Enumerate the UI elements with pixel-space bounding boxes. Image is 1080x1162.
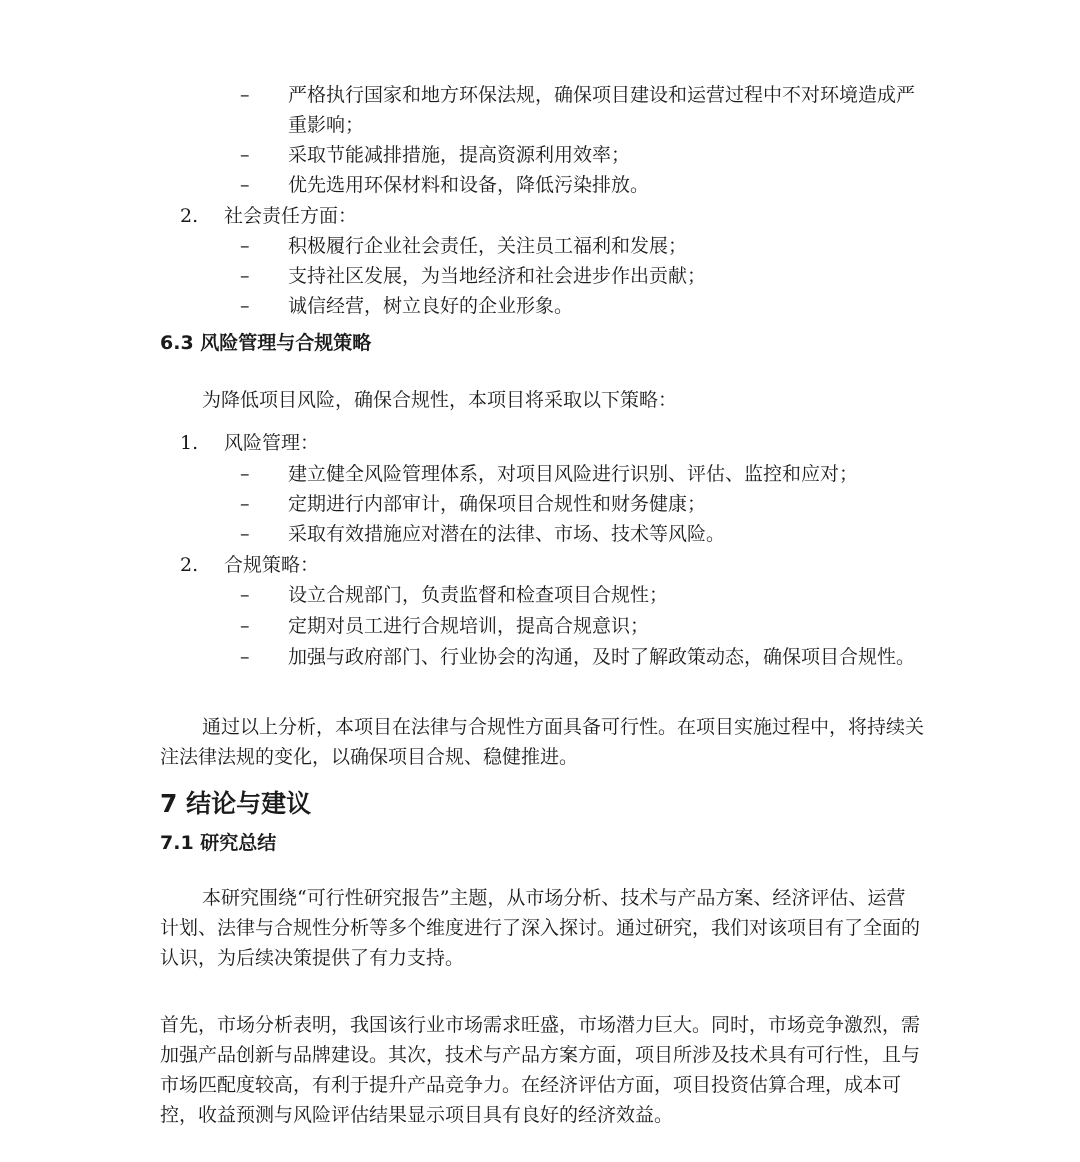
- list-item-text: 诚信经营，树立良好的企业形象。: [288, 295, 574, 317]
- dash-bullet: –: [240, 463, 250, 485]
- item-number: 2.: [180, 554, 199, 576]
- list-item-text: 定期进行内部审计，确保项目合规性和财务健康；: [288, 493, 707, 515]
- dash-bullet: –: [240, 615, 250, 637]
- list-item-text: 严格执行国家和地方环保法规，确保项目建设和运营过程中不对环境造成严重影响；: [288, 84, 916, 136]
- list-item-text: 支持社区发展，为当地经济和社会进步作出贡献；: [288, 265, 707, 287]
- dash-bullet: –: [240, 144, 250, 166]
- item-label: 社会责任方面：: [224, 205, 358, 227]
- body-paragraph: 首先，市场分析表明，我国该行业市场需求旺盛，市场潜力巨大。同时，市场竞争激烈，需加强产品创新与品牌建设。其次，技术与产品方案方面，项目所涉及技术具有可行性，且与市场匹配度较高，有利于提升产品竞争力。在经济评估方面，项目投资估算合理，成本可控，收益预测与风险评估结果显示项目具有良好的经济效益。: [160, 1014, 921, 1126]
- body-paragraph: 本研究围绕“可行性研究报告”主题，从市场分析、技术与产品方案、经济评估、运营计划、法律与合规性分析等多个维度进行了深入探讨。通过研究，我们对该项目有了全面的认识，为后续决策提供了有力支持。: [160, 887, 921, 969]
- section-heading-6-3: 6.3 风险管理与合规策略: [160, 332, 372, 354]
- list-item: [240, 642, 930, 702]
- section-intro: 为降低项目风险，确保合规性，本项目将采取以下策略：: [202, 389, 678, 411]
- dash-bullet: –: [240, 523, 250, 545]
- list-item: [240, 80, 930, 140]
- list-item-text: 积极履行企业社会责任，关注员工福利和发展；: [288, 235, 688, 257]
- item-number: 2.: [180, 205, 199, 227]
- dash-bullet: –: [240, 646, 250, 668]
- dash-bullet: –: [240, 265, 250, 287]
- list-item-text: 优先选用环保材料和设备，降低污染排放。: [288, 174, 650, 196]
- dash-bullet: –: [240, 295, 250, 317]
- item-label: 风险管理：: [224, 432, 320, 454]
- dash-bullet: –: [240, 584, 250, 606]
- dash-bullet: –: [240, 235, 250, 257]
- dash-bullet: –: [240, 493, 250, 515]
- dash-bullet: –: [240, 174, 250, 196]
- item-number: 1.: [180, 432, 199, 454]
- dash-bullet: –: [240, 84, 250, 106]
- summary-paragraph: 通过以上分析，本项目在法律与合规性方面具备可行性。在项目实施过程中，将持续关注法律法规的变化，以确保项目合规、稳健推进。: [160, 716, 925, 768]
- item-label: 合规策略：: [224, 554, 320, 576]
- list-item-text: 采取节能减排措施，提高资源利用效率；: [288, 144, 631, 166]
- list-item-text: 设立合规部门，负责监督和检查项目合规性；: [288, 584, 669, 606]
- list-item-text: 采取有效措施应对潜在的法律、市场、技术等风险。: [288, 523, 726, 545]
- section-heading-7-1: 7.1 研究总结: [160, 832, 277, 854]
- list-item-text: 定期对员工进行合规培训，提高合规意识；: [288, 615, 650, 637]
- chapter-heading-7: 7 结论与建议: [160, 789, 312, 818]
- list-item-text: 加强与政府部门、行业协会的沟通，及时了解政策动态，确保项目合规性。: [288, 646, 916, 668]
- list-item-text: 建立健全风险管理体系，对项目风险进行识别、评估、监控和应对；: [288, 463, 859, 485]
